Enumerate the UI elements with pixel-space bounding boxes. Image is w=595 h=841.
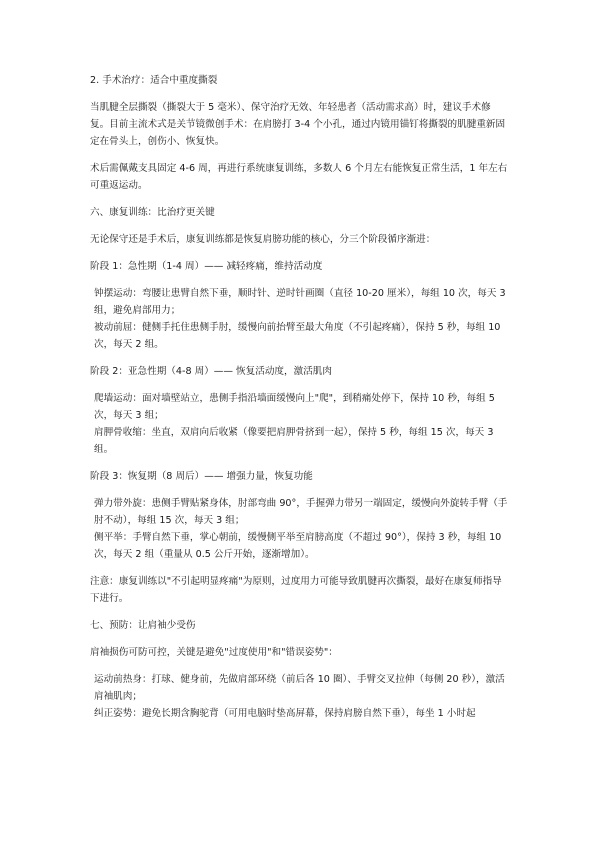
paragraph-postop-recovery: 术后需佩戴支具固定 4-6 周，再进行系统康复训练，多数人 6 个月左右能恢复正常生活，1 年左右可重返运动。 [90,163,508,191]
section-heading-rehab: 六、康复训练：比治疗更关键 [90,207,215,218]
stage-3-item-band-rotation: 弹力带外旋：患侧手臂贴紧身体，肘部弯曲 90°，手握弹力带另一端固定，缓慢向外旋转手臂（手肘不动），每组 15 次，每天 3 组； [94,498,508,526]
paragraph-prevention-intro: 肩袖损伤可防可控，关键是避免"过度使用"和"错误姿势"： [90,647,338,658]
stage-1-title: 阶段 1：急性期（1-4 周）—— 减轻疼痛，维持活动度 [90,261,323,272]
paragraph-surgery-indication: 当肌腱全层撕裂（撕裂大于 5 毫米）、保守治疗无效、年轻患者（活动需求高）时，建议手术修复。目前主流术式是关节镜微创手术：在肩膀打 3-4 个小孔，通过内镜用锚钉将撕裂的肌腱重新固定在骨头上，创伤小、恢复快。 [90,102,506,147]
stage-3-title: 阶段 3：恢复期（8 周后）—— 增强力量，恢复功能 [90,471,313,482]
stage-2-title: 阶段 2：亚急性期（4-8 周）—— 恢复活动度，激活肌肉 [90,366,332,377]
stage-1-item-passive-flexion: 被动前屈：健侧手托住患侧手肘，缓慢向前抬臂至最大角度（不引起疼痛），保持 5 秒，每组 10 次，每天 2 组。 [94,322,501,350]
stage-1-item-pendulum: 钟摆运动：弯腰让患臂自然下垂，顺时针、逆时针画圈（直径 10-20 厘米），每组 10 次，每天 3 组，避免肩部用力； [94,288,506,316]
section-heading-surgery: 2. 手术治疗：适合中重度撕裂 [90,75,218,86]
prevention-item-warmup: 运动前热身：打球、健身前，先做肩部环绕（前后各 10 圈）、手臂交叉拉伸（每侧 20 秒），激活肩袖肌肉； [94,674,505,702]
prevention-list [90,671,508,722]
stage-2-item-scapular-squeeze: 肩胛骨收缩：坐直，双肩向后收紧（像要把肩胛骨挤到一起），保持 5 秒，每组 15 次，每天 3 组。 [94,427,494,455]
section-heading-prevention: 七、预防：让肩袖少受伤 [90,620,196,631]
stage-2-list [90,390,508,458]
stage-3-list [90,495,508,563]
paragraph-rehab-intro: 无论保守还是手术后，康复训练都是恢复肩膀功能的核心，分三个阶段循序渐进： [90,234,436,245]
document-body [90,72,508,732]
paragraph-rehab-note: 注意：康复训练以"不引起明显疼痛"为原则，过度用力可能导致肌腱再次撕裂，最好在康复师指导下进行。 [90,576,502,604]
prevention-item-posture: 纠正姿势：避免长期含胸驼背（可用电脑时垫高屏幕，保持肩膀自然下垂），每坐 1 小时起 [94,708,476,719]
stage-1-list [90,285,508,353]
stage-2-item-wall-climb: 爬墙运动：面对墙壁站立，患侧手指沿墙面缓慢向上"爬"，到稍痛处停下，保持 10 秒，每组 5 次，每天 3 组； [94,393,495,421]
stage-3-item-lateral-raise: 侧平举：手臂自然下垂，掌心朝前，缓慢侧平举至肩膀高度（不超过 90°），保持 3 秒，每组 10 次，每天 2 组（重量从 0.5 公斤开始，逐渐增加）。 [94,532,502,560]
